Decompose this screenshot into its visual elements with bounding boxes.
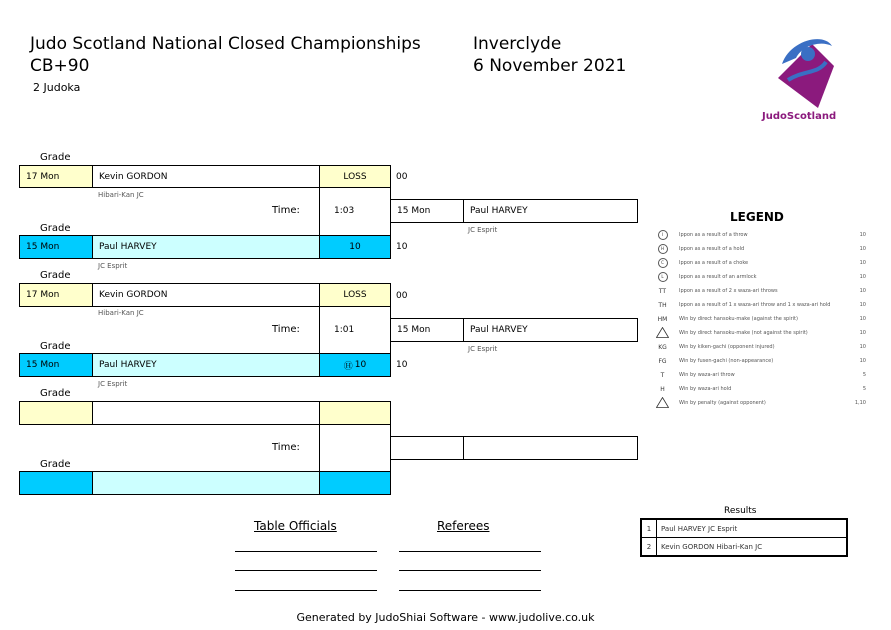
legend-points: 5 bbox=[862, 386, 866, 392]
competitor-name bbox=[92, 401, 320, 425]
event-title: Judo Scotland National Closed Championships bbox=[30, 34, 421, 54]
logo-text: JudoScotland bbox=[762, 111, 837, 122]
legend-description: Ippon as a result of a choke bbox=[679, 260, 749, 266]
grade-cell: 15 Mon bbox=[19, 235, 93, 259]
results-place: 2 bbox=[642, 538, 657, 555]
result-cell: LOSS bbox=[319, 283, 391, 307]
signature-line bbox=[235, 551, 377, 552]
winner-grade: 15 Mon bbox=[390, 318, 464, 342]
grade-cell: 17 Mon bbox=[19, 165, 93, 188]
event-date: 6 November 2021 bbox=[473, 56, 627, 76]
signature-line bbox=[235, 570, 377, 571]
legend-points: 10 bbox=[859, 288, 866, 294]
result-cell: 10 bbox=[319, 235, 391, 259]
score-value: 00 bbox=[396, 291, 408, 301]
legend-symbol: KG bbox=[658, 343, 667, 351]
results-entry: Paul HARVEY JC Esprit bbox=[661, 524, 738, 533]
result-cell: LOSS bbox=[319, 165, 391, 188]
winner-club: JC Esprit bbox=[468, 345, 498, 353]
legend-points: 10 bbox=[859, 316, 866, 322]
legend-row bbox=[656, 398, 866, 408]
grade-label: Grade bbox=[40, 459, 71, 470]
grade-label: Grade bbox=[40, 270, 71, 281]
event-location: Inverclyde bbox=[473, 34, 562, 54]
result-cell bbox=[319, 353, 391, 377]
legend-points: 5 bbox=[862, 372, 866, 378]
legend-row bbox=[656, 370, 866, 380]
hold-result-icon: Ⓗ bbox=[343, 361, 353, 372]
legend-description: Win by fusen-gachi (non-appearance) bbox=[679, 358, 774, 364]
result-cell bbox=[319, 401, 391, 425]
legend-description: Win by waza-ari hold bbox=[679, 386, 732, 392]
legend-symbol: TT bbox=[658, 287, 667, 295]
footer-text: Generated by JudoShiai Software - www.judolive.co.uk bbox=[296, 611, 595, 624]
legend-row bbox=[656, 300, 866, 310]
legend-title: LEGEND bbox=[730, 210, 784, 224]
match-time: 1:03 bbox=[334, 206, 355, 216]
signature-line bbox=[399, 570, 541, 571]
grade-label: Grade bbox=[40, 152, 71, 163]
grade-label: Grade bbox=[40, 341, 71, 352]
legend-description: Ippon as a result of an armlock bbox=[679, 274, 757, 280]
signature-line bbox=[399, 590, 541, 591]
legend-points: 10 bbox=[859, 302, 866, 308]
grade-cell: 15 Mon bbox=[19, 353, 93, 377]
legend-row bbox=[656, 328, 866, 338]
bracket-line bbox=[319, 306, 320, 354]
club-name: Hibari-Kan JC bbox=[98, 309, 144, 317]
legend-row bbox=[656, 342, 866, 352]
legend-description: Win by waza-ari throw bbox=[679, 372, 735, 378]
legend-symbol bbox=[656, 258, 669, 268]
time-label: Time: bbox=[272, 324, 300, 335]
competitor-name: Kevin GORDON bbox=[92, 165, 320, 188]
legend-description: Win by direct hansoku-make (against the spirit) bbox=[679, 316, 798, 322]
legend-row bbox=[656, 286, 866, 296]
time-label: Time: bbox=[272, 205, 300, 216]
results-row bbox=[642, 520, 846, 537]
legend-row bbox=[656, 244, 866, 254]
legend-circle-icon: H bbox=[658, 244, 668, 254]
referees-label: Referees bbox=[437, 519, 490, 533]
results-title: Results bbox=[724, 506, 757, 516]
category-label: CB+90 bbox=[30, 56, 90, 76]
results-table bbox=[640, 518, 848, 557]
legend-description: Ippon as a result of a hold bbox=[679, 246, 745, 252]
legend-symbol bbox=[656, 244, 669, 254]
winner-club: JC Esprit bbox=[468, 226, 498, 234]
legend-points: 10 bbox=[859, 330, 866, 336]
legend-circle-icon: L bbox=[658, 272, 668, 282]
bracket-line bbox=[319, 187, 320, 236]
table-officials-label: Table Officials bbox=[254, 519, 337, 533]
legend-row bbox=[656, 272, 866, 282]
legend-description: Ippon as a result of 1 x waza-ari throw and 1 x waza-ari hold bbox=[679, 302, 831, 308]
legend-row bbox=[656, 356, 866, 366]
grade-cell: 17 Mon bbox=[19, 283, 93, 307]
legend-description: Win by penalty (against opponent) bbox=[679, 400, 766, 406]
legend-symbol: FG bbox=[658, 357, 667, 365]
grade-label: Grade bbox=[40, 223, 71, 234]
competitor-name: Paul HARVEY bbox=[92, 353, 320, 377]
winner-grade: 15 Mon bbox=[390, 199, 464, 223]
time-label: Time: bbox=[272, 442, 300, 453]
result-value: 10 bbox=[354, 360, 367, 370]
legend-points: 10 bbox=[859, 260, 866, 266]
signature-line bbox=[235, 590, 377, 591]
score-value: 10 bbox=[396, 360, 408, 370]
legend-circle-icon: C bbox=[658, 258, 668, 268]
legend-description: Ippon as a result of a throw bbox=[679, 232, 748, 238]
bracket-line bbox=[319, 424, 320, 472]
legend-row bbox=[656, 258, 866, 268]
grade-label: Grade bbox=[40, 388, 71, 399]
legend-symbol: HM bbox=[657, 315, 668, 323]
legend-circle-icon: I bbox=[658, 230, 668, 240]
legend-description: Win by direct hansoku-make (not against the spirit) bbox=[679, 330, 808, 336]
legend-points: 10 bbox=[859, 274, 866, 280]
club-name: JC Esprit bbox=[98, 262, 128, 270]
match-time: 1:01 bbox=[334, 325, 355, 335]
judoscotland-logo bbox=[760, 34, 850, 124]
competitor-name: Kevin GORDON bbox=[92, 283, 320, 307]
competitor-name: Paul HARVEY bbox=[92, 235, 320, 259]
winner-name bbox=[463, 436, 638, 460]
legend-symbol: T bbox=[660, 371, 665, 379]
club-name: JC Esprit bbox=[98, 380, 128, 388]
winner-grade bbox=[390, 436, 464, 460]
legend-triangle-icon bbox=[656, 327, 669, 338]
results-row bbox=[642, 537, 846, 555]
legend-symbol bbox=[656, 230, 669, 240]
legend-points: 1,10 bbox=[854, 400, 866, 406]
legend-symbol: H bbox=[660, 385, 665, 393]
legend-symbol bbox=[656, 397, 669, 410]
signature-line bbox=[399, 551, 541, 552]
legend-description: Win by kiken-gachi (opponent injured) bbox=[679, 344, 775, 350]
legend-points: 10 bbox=[859, 232, 866, 238]
legend-triangle-icon bbox=[656, 397, 669, 408]
legend-row bbox=[656, 384, 866, 394]
grade-cell bbox=[19, 471, 93, 495]
club-name: Hibari-Kan JC bbox=[98, 191, 144, 199]
grade-cell bbox=[19, 401, 93, 425]
result-cell bbox=[319, 471, 391, 495]
legend-row bbox=[656, 314, 866, 324]
legend-points: 10 bbox=[859, 246, 866, 252]
results-place: 1 bbox=[642, 520, 657, 537]
legend-row bbox=[656, 230, 866, 240]
legend-symbol bbox=[656, 327, 669, 340]
competitor-name bbox=[92, 471, 320, 495]
legend-symbol: TH bbox=[658, 301, 667, 309]
legend-symbol bbox=[656, 272, 669, 282]
legend-points: 10 bbox=[859, 358, 866, 364]
legend-description: Ippon as a result of 2 x waza-ari throws bbox=[679, 288, 778, 294]
results-entry: Kevin GORDON Hibari-Kan JC bbox=[661, 542, 763, 551]
legend-points: 10 bbox=[859, 344, 866, 350]
winner-name: Paul HARVEY bbox=[463, 318, 638, 342]
judoka-count: 2 Judoka bbox=[33, 81, 81, 94]
winner-name: Paul HARVEY bbox=[463, 199, 638, 223]
score-value: 10 bbox=[396, 242, 408, 252]
score-value: 00 bbox=[396, 172, 408, 182]
